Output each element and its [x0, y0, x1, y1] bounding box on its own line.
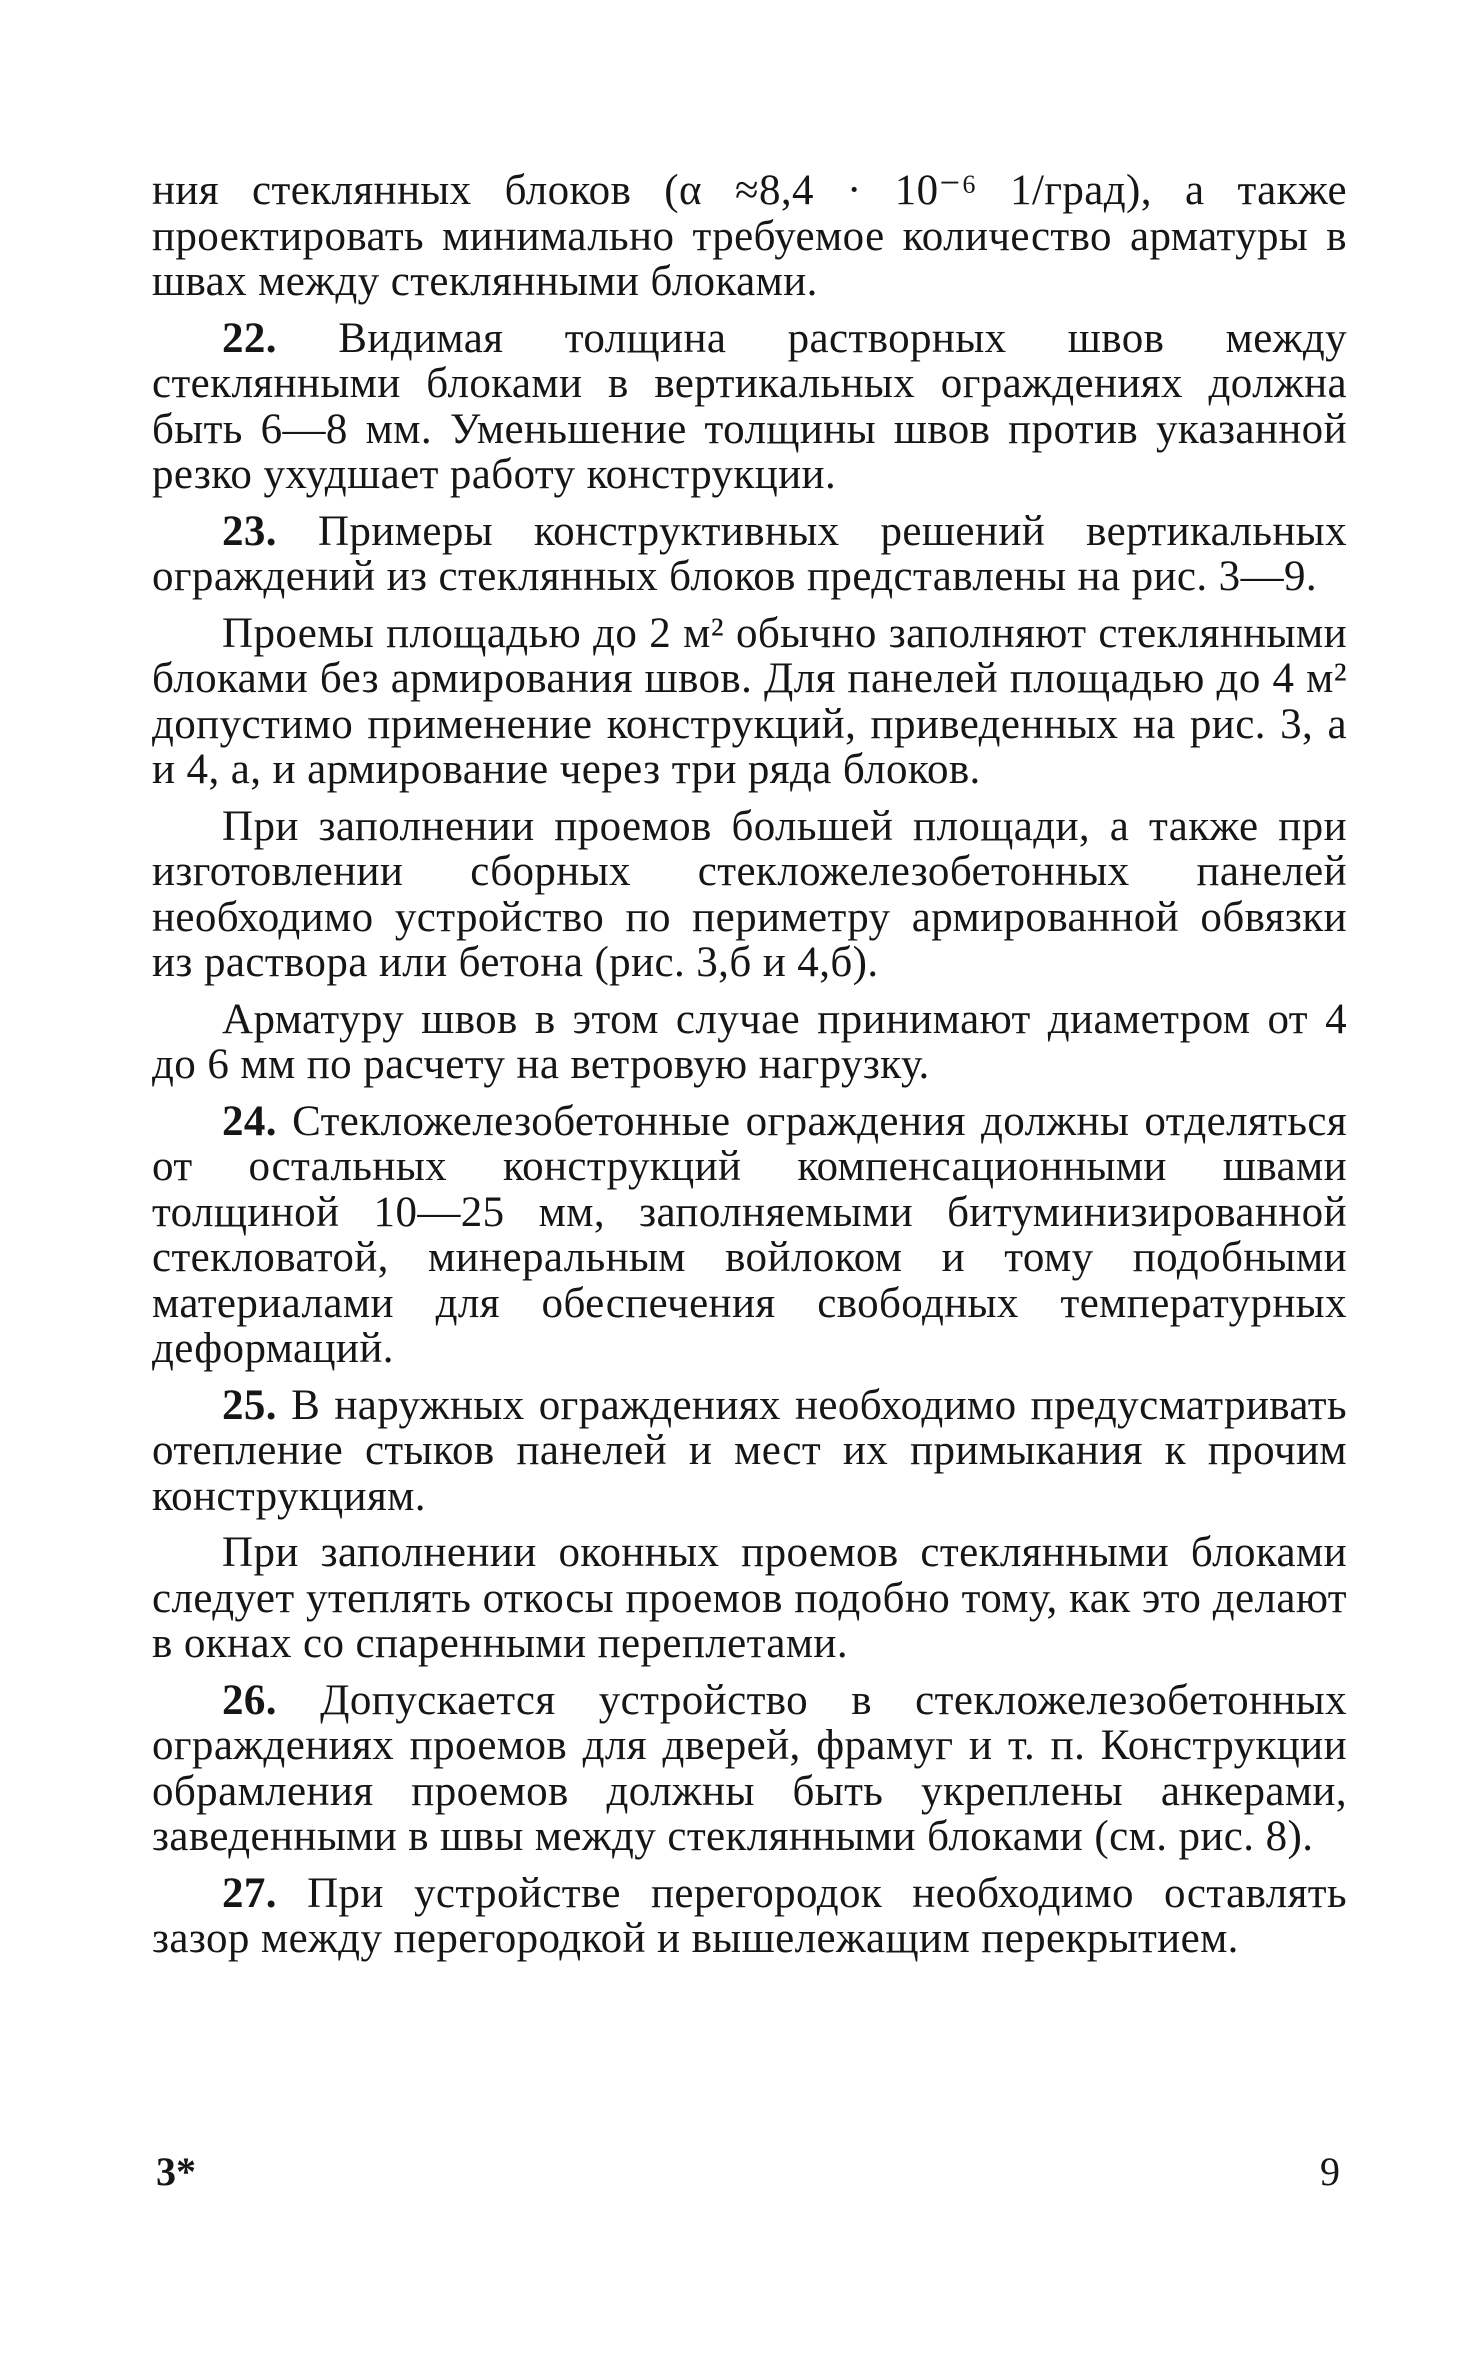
paragraph-22	[152, 316, 1347, 498]
paragraph-text: При заполнении оконных проемов стеклянными блоками следует утеплять откосы проемов подобно тому, как это делают в окнах со спаренными переплетами.	[152, 1529, 1347, 1667]
paragraph-text: Арматуру швов в этом случае принимают диаметром от 4 до 6 мм по расчету на ветровую нагрузку.	[152, 995, 1347, 1088]
paragraph-text: При заполнении проемов большей площади, а также при изготовлении сборных стекложелезобетонных панелей необходимо устройство по периметру армированной обвязки из раствора или бетона (рис. 3,б и 4,б).	[152, 802, 1347, 986]
paragraph-number: 24.	[222, 1097, 277, 1145]
page-body	[152, 168, 1347, 1962]
paragraph-larger-openings	[152, 804, 1347, 986]
paragraph-number: 22.	[222, 314, 277, 362]
paragraph-23	[152, 509, 1347, 600]
paragraph-text: ния стеклянных блоков (α ≈8,4 · 10⁻⁶ 1/град), а также проектировать минимально требуемое количество арматуры в швах между стеклянными блоками.	[152, 167, 1347, 305]
paragraph-25	[152, 1383, 1347, 1520]
paragraph-text: При устройстве перегородок необходимо оставлять зазор между перегородкой и вышележащим перекрытием.	[152, 1869, 1347, 1962]
paragraph-reinforcement	[152, 997, 1347, 1088]
paragraph-27	[152, 1871, 1347, 1962]
paragraph-openings-2m2	[152, 611, 1347, 793]
paragraph-text: Видимая толщина растворных швов между стеклянными блоками в вертикальных ограждениях должна быть 6—8 мм. Уменьшение толщины швов против указанной резко ухудшает работу конструкции.	[152, 314, 1347, 498]
paragraph-24	[152, 1099, 1347, 1372]
paragraph-number: 27.	[222, 1869, 277, 1917]
paragraph-26	[152, 1678, 1347, 1860]
paragraph-window-openings	[152, 1530, 1347, 1667]
paragraph-number: 25.	[222, 1381, 277, 1429]
paragraph-text: В наружных ограждениях необходимо предусматривать отепление стыков панелей и мест их примыкания к прочим конструкциям.	[152, 1381, 1347, 1520]
paragraph-text: Проемы площадью до 2 м² обычно заполняют стеклянными блоками без армирования швов. Для панелей площадью до 4 м² допустимо применение конструкций, приведенных на рис. 3, а и 4, а, и армирование через три ряда блоков.	[152, 609, 1347, 793]
paragraph-number: 26.	[222, 1676, 277, 1724]
paragraph-text: Стекложелезобетонные ограждения должны отделяться от остальных конструкций компенсационными швами толщиной 10—25 мм, заполняемыми битуминизированной стекловатой, минеральным войлоком и тому подобными материалами для обеспечения свободных температурных деформаций.	[152, 1097, 1347, 1372]
paragraph-text: Допускается устройство в стекложелезобетонных ограждениях проемов для дверей, фрамуг и т. п. Конструкции обрамления проемов должны быть укреплены анкерами, заведенными в швы между стеклянными блоками (см. рис. 8).	[152, 1676, 1347, 1860]
signature-mark: 3*	[156, 2149, 196, 2194]
paragraph-continuation	[152, 168, 1347, 305]
paragraph-number: 23.	[222, 507, 277, 555]
paragraph-text: Примеры конструктивных решений вертикальных ограждений из стеклянных блоков представлены на рис. 3—9.	[152, 507, 1347, 600]
page-number: 9	[1320, 2149, 1340, 2194]
